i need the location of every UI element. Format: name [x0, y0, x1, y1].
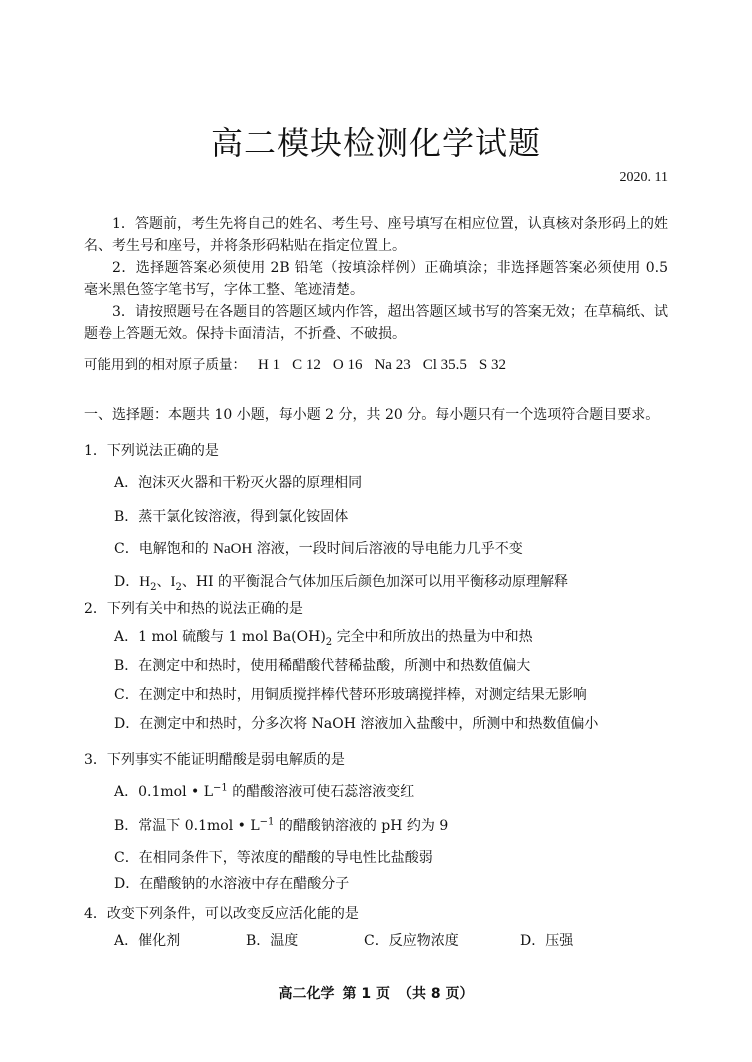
option-text: 的醋酸溶液可使石蕊溶液变红	[227, 784, 415, 800]
question-4-option-b: B．温度	[246, 933, 299, 949]
option-text: 完全中和所放出的热量为中和热	[332, 629, 533, 645]
exam-date: 2020. 11	[619, 170, 668, 185]
exam-title: 高二模块检测化学试题	[210, 124, 541, 162]
atomic-mass-label: 可能用到的相对原子质量：	[84, 357, 246, 373]
question-4-stem: 4．改变下列条件，可以改变反应活化能的是	[84, 906, 359, 922]
option-text: A．1 mol 硫酸与 1 mol Ba(OH)	[114, 629, 326, 645]
atomic-mass-item: Na 23	[374, 357, 411, 373]
section-heading: 一、选择题：本题共 10 小题，每小题 2 分，共 20 分。每小题只有一个选项符合题目要求。	[84, 407, 660, 423]
question-2-option-d: D．在测定中和热时，分多次将 NaOH 溶液加入盐酸中，所测中和热数值偏小	[114, 716, 599, 732]
question-3-option-a	[114, 781, 414, 801]
question-3-option-d: D．在醋酸钠的水溶液中存在醋酸分子	[114, 876, 350, 892]
question-1-option-d	[114, 571, 568, 593]
chem-formula: H	[139, 574, 151, 590]
chem-formula: NaOH	[213, 541, 253, 557]
subscript: 2	[150, 581, 157, 593]
footer-page: 第 1 页	[342, 986, 390, 1002]
option-text: C．电解饱和的	[114, 541, 214, 557]
footer-subject: 高二化学	[278, 986, 335, 1002]
question-2-option-a	[114, 626, 533, 648]
option-text: A．0.1mol • L	[114, 784, 214, 800]
superscript: −1	[259, 816, 275, 828]
instructions	[84, 213, 668, 345]
instruction-2: 2．选择题答案必须使用 2B 铅笔（按填涂样例）正确填涂；非选择题答案必须使用 0.5 毫米黑色签字笔书写，字体工整、笔迹清楚。	[84, 260, 668, 298]
superscript: −1	[213, 782, 228, 794]
question-3-option-c: C．在相同条件下，等浓度的醋酸的导电性比盐酸弱	[114, 850, 433, 866]
question-1-option-a: A．泡沫灭火器和干粉灭火器的原理相同	[114, 475, 363, 491]
question-2-option-c: C．在测定中和热时，用铜质搅拌棒代替环形玻璃搅拌棒，对测定结果无影响	[114, 687, 587, 703]
subscript: 2	[325, 636, 333, 648]
footer-total: （共 8 页）	[398, 986, 474, 1002]
atomic-mass-item: O 16	[332, 357, 363, 373]
atomic-mass-item: C 12	[292, 357, 321, 373]
separator: 、	[156, 574, 171, 590]
question-2-option-b: B．在测定中和热时，使用稀醋酸代替稀盐酸，所测中和热数值偏大	[114, 658, 531, 674]
option-text: 、HI 的平衡混合气体加压后颜色加深可以用平衡移动原理解释	[181, 574, 569, 590]
question-4-option-c: C．反应物浓度	[364, 933, 459, 949]
question-4-option-d: D．压强	[520, 933, 574, 949]
atomic-mass-line	[84, 353, 506, 374]
option-text: 的醋酸钠溶液的 pH 约为 9	[274, 818, 449, 834]
option-text: B．常温下 0.1mol • L	[114, 818, 260, 834]
option-label: D．	[114, 574, 140, 590]
instruction-1: 1．答题前，考生先将自己的姓名、考生号、座号填写在相应位置，认真核对条形码上的姓名、考生号和座号，并将条形码粘贴在指定位置上。	[84, 216, 668, 254]
question-1-option-b: B．蒸干氯化铵溶液，得到氯化铵固体	[114, 509, 349, 525]
subscript: 2	[175, 581, 182, 593]
chem-formula: I	[170, 574, 176, 590]
question-3-stem: 3．下列事实不能证明醋酸是弱电解质的是	[84, 752, 345, 768]
instruction-3: 3．请按照题号在各题目的答题区域内作答，超出答题区域书写的答案无效；在草稿纸、试题卷上答题无效。保持卡面清洁，不折叠、不破损。	[84, 304, 668, 342]
question-4-option-a: A．催化剂	[114, 933, 181, 949]
question-2-stem: 2．下列有关中和热的说法正确的是	[84, 601, 303, 617]
option-text: 溶液，一段时间后溶液的导电能力几乎不变	[252, 541, 523, 557]
atomic-mass-item: Cl 35.5	[422, 357, 467, 373]
page-footer	[0, 983, 752, 1003]
question-1-stem: 1．下列说法正确的是	[84, 443, 219, 459]
question-3-option-b	[114, 815, 448, 835]
atomic-mass-item: S 32	[478, 357, 506, 373]
question-1-option-c	[114, 538, 523, 558]
atomic-mass-item: H 1	[258, 357, 281, 373]
